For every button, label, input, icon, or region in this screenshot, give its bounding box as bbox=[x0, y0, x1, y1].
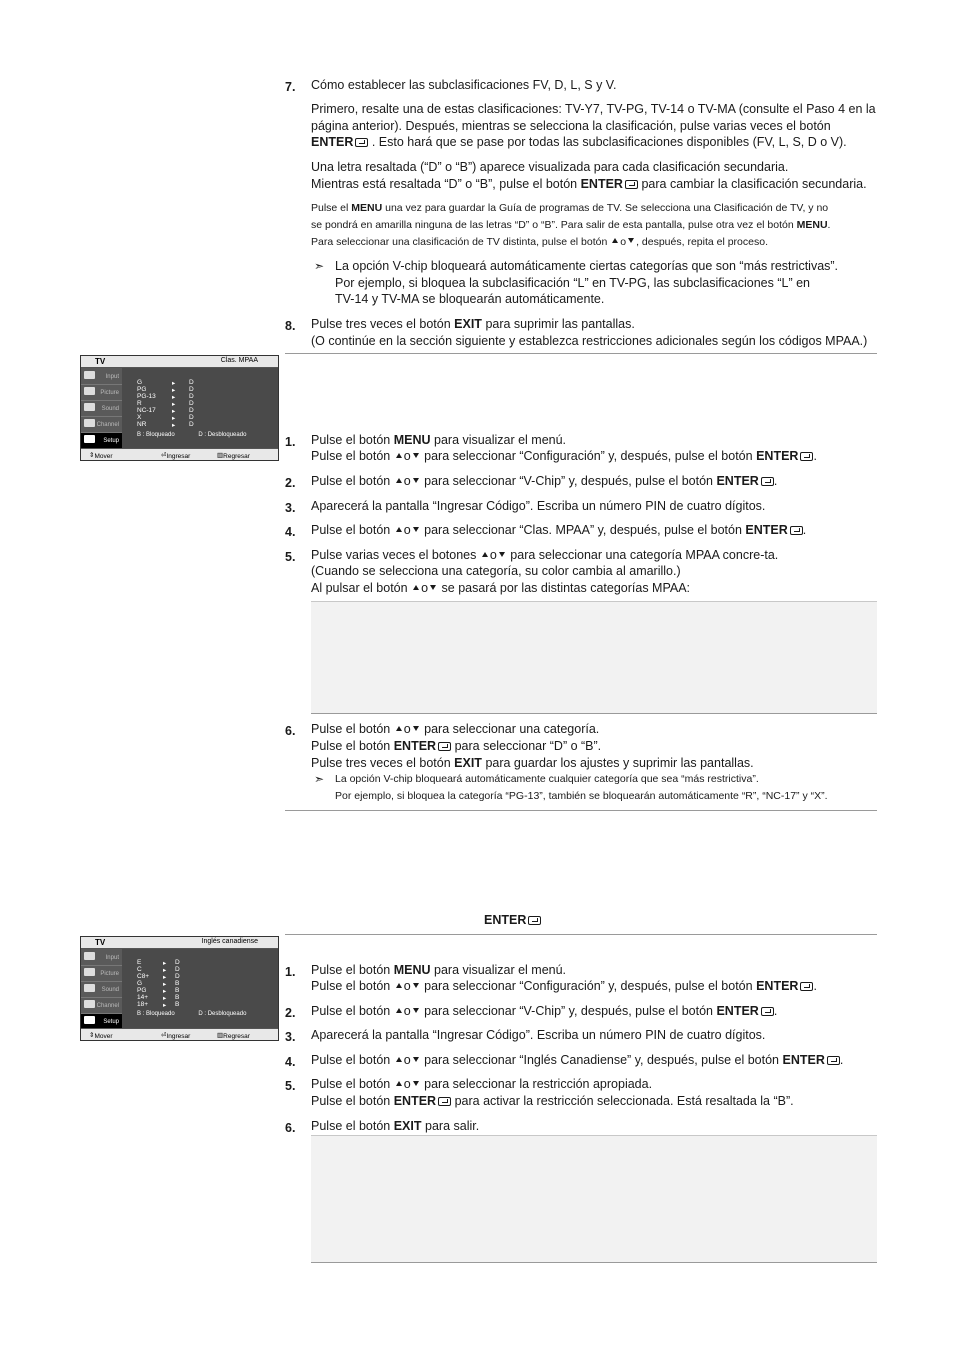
rating-state: D bbox=[189, 407, 194, 414]
step-number: 8. bbox=[285, 319, 296, 333]
paragraph-text: Pulse el botón bbox=[311, 1053, 391, 1067]
paragraph-text: Pulse el botón bbox=[311, 722, 391, 736]
paragraph-text: . Esto hará que se pase por todas las subclasificaciones disponibles (FV, L, S, D o V). bbox=[371, 135, 847, 149]
rating-code: G bbox=[137, 379, 143, 386]
chevron-right-icon: ▸ bbox=[163, 995, 167, 1002]
rating-state: D bbox=[175, 973, 180, 980]
enter-label: ENTER bbox=[580, 177, 623, 191]
down-arrow-icon bbox=[413, 1008, 419, 1013]
step-number: 6. bbox=[285, 1121, 296, 1135]
chevron-right-icon: ▸ bbox=[172, 401, 176, 408]
paragraph-text: se pasará por las distintas categorías MPAA: bbox=[441, 581, 691, 595]
paragraph-text: para cambiar la clasificación secundaria. bbox=[641, 177, 867, 191]
tv-side-label: Sound bbox=[101, 987, 119, 993]
rating-code: PG bbox=[137, 987, 147, 994]
step-text: Pulse el botón o para seleccionar “Configuración” y, después, pulse el botón ENTER . bbox=[311, 979, 817, 993]
paragraph-text: Pulse el botón bbox=[311, 433, 391, 447]
tv-legend bbox=[137, 432, 246, 438]
tv-header bbox=[81, 356, 278, 368]
paragraph-line bbox=[311, 134, 877, 151]
enter-label: ENTER bbox=[756, 449, 799, 463]
input-icon bbox=[84, 371, 95, 379]
chevron-right-icon: ▸ bbox=[172, 408, 176, 415]
down-arrow-icon bbox=[413, 983, 419, 988]
step-text bbox=[311, 721, 877, 738]
exit-label: EXIT bbox=[454, 317, 482, 331]
legend-blocked: B : Bloqueado bbox=[137, 1011, 175, 1017]
paragraph-text: para seleccionar una categoría. bbox=[424, 722, 600, 736]
mpaa-category-box bbox=[311, 601, 877, 714]
tv-side-channel bbox=[81, 998, 122, 1014]
paragraph-text: para salir. bbox=[425, 1119, 480, 1133]
rating-state: B bbox=[175, 987, 180, 994]
picture-icon bbox=[84, 387, 95, 395]
picture-icon bbox=[84, 968, 95, 976]
enter-label: ENTER bbox=[716, 474, 759, 488]
rating-code: 18+ bbox=[137, 1001, 149, 1008]
up-arrow-icon bbox=[396, 1008, 402, 1013]
step-text: Aparecerá la pantalla “Ingresar Código”. Escriba un número PIN de cuatro dígitos. bbox=[311, 1028, 766, 1042]
step-number: 2. bbox=[285, 1006, 296, 1020]
tv-side-picture bbox=[81, 966, 122, 982]
tv-foot-return: ▥ Regresar bbox=[217, 452, 250, 460]
down-arrow-icon bbox=[413, 527, 419, 532]
paragraph-text: Pulse el botón bbox=[311, 979, 391, 993]
paragraph-text: , después, repita el proceso. bbox=[636, 236, 768, 248]
tv-menu-title: Inglés canadiense bbox=[201, 938, 258, 945]
paragraph-text: o bbox=[403, 1004, 411, 1018]
paragraph-text: o bbox=[403, 722, 411, 736]
rating-code: PG bbox=[137, 386, 147, 393]
step-text bbox=[311, 962, 877, 979]
enter-icon bbox=[625, 180, 638, 189]
channel-icon bbox=[84, 419, 95, 427]
enter-icon bbox=[800, 982, 813, 991]
chevron-right-icon: ▸ bbox=[172, 422, 176, 429]
tv-foot-move: ⇕ Mover bbox=[89, 452, 113, 460]
paragraph-text: para seleccionar “Configuración” y, después, pulse el botón bbox=[424, 449, 753, 463]
tv-foot-move: ⇕ Mover bbox=[89, 1032, 113, 1040]
foot-label: Ingresar bbox=[166, 1033, 191, 1040]
up-arrow-icon bbox=[396, 453, 402, 458]
chevron-right-icon: ▸ bbox=[172, 415, 176, 422]
paragraph-text: para activar la restricción seleccionada. Está resaltada la “B”. bbox=[454, 1094, 794, 1108]
step-number: 2. bbox=[285, 476, 296, 490]
channel-icon bbox=[84, 1000, 95, 1008]
enter-icon bbox=[355, 138, 368, 147]
rating-state: B bbox=[175, 994, 180, 1001]
menu-label: MENU bbox=[393, 963, 431, 977]
paragraph-line bbox=[311, 176, 877, 193]
tv-rating-row bbox=[137, 987, 227, 994]
step-text bbox=[311, 547, 877, 564]
down-arrow-icon bbox=[413, 453, 419, 458]
tv-rating-row bbox=[137, 994, 227, 1001]
menu-label: MENU bbox=[393, 433, 431, 447]
step-number: 4. bbox=[285, 1055, 296, 1069]
rating-code: E bbox=[137, 959, 142, 966]
note-line: La opción V-chip bloqueará automáticamente cualquier categoría que sea “más restrictiva”. bbox=[335, 773, 759, 785]
tv-side-input bbox=[81, 950, 122, 966]
rating-code: C bbox=[137, 966, 142, 973]
tv-footer bbox=[81, 1028, 278, 1040]
up-arrow-icon bbox=[396, 983, 402, 988]
tv-foot-return: ▥ Regresar bbox=[217, 1032, 250, 1040]
paragraph-text: para visualizar el menú. bbox=[434, 963, 567, 977]
tv-rating-row bbox=[137, 386, 227, 393]
tv-rating-row bbox=[137, 400, 227, 407]
paragraph-text: para seleccionar “Configuración” y, después, pulse el botón bbox=[424, 979, 753, 993]
paragraph-text: para seleccionar “D” o “B”. bbox=[454, 739, 602, 753]
enter-label: ENTER bbox=[311, 135, 354, 149]
enter-icon bbox=[528, 916, 541, 925]
step-text: Pulse el botón o para seleccionar “V-Chip” y, después, pulse el botón ENTER . bbox=[311, 474, 778, 488]
step-text bbox=[311, 1093, 877, 1110]
tv-footer bbox=[81, 448, 278, 460]
up-arrow-icon bbox=[396, 527, 402, 532]
tv-side-label: Sound bbox=[101, 406, 119, 412]
down-arrow-icon bbox=[430, 585, 436, 590]
enter-label: ENTER bbox=[745, 523, 788, 537]
step-text: Aparecerá la pantalla “Ingresar Código”. Escriba un número PIN de cuatro dígitos. bbox=[311, 499, 766, 513]
paragraph-text: Pulse el botón bbox=[311, 449, 391, 463]
paragraph-text: una vez para guardar la Guía de programas de TV. Se selecciona una Clasificación de TV, y no bbox=[385, 202, 829, 214]
rating-state: D bbox=[189, 386, 194, 393]
chevron-right-icon: ▸ bbox=[172, 387, 176, 394]
tv-foot-enter: ⏎ Ingresar bbox=[161, 1032, 191, 1040]
tv-side-input bbox=[81, 369, 122, 385]
step-number: 5. bbox=[285, 550, 296, 564]
paragraph-text: o bbox=[403, 449, 411, 463]
down-arrow-icon bbox=[413, 1081, 419, 1086]
paragraph-text: . bbox=[827, 219, 831, 231]
step-number: 3. bbox=[285, 1030, 296, 1044]
paragraph-text: o bbox=[421, 581, 429, 595]
paragraph-text: para seleccionar “V-Chip” y, después, pulse el botón bbox=[424, 1004, 713, 1018]
step-number: 6. bbox=[285, 724, 296, 738]
paragraph-text: o bbox=[403, 523, 411, 537]
setup-icon bbox=[84, 435, 95, 443]
paragraph-text: o bbox=[403, 979, 411, 993]
sound-icon bbox=[84, 984, 95, 992]
exit-label: EXIT bbox=[454, 756, 482, 770]
enter-label: ENTER bbox=[782, 1053, 825, 1067]
step-text: (O continúe en la sección siguiente y establezca restricciones adicionales según los códigos MPAA.) bbox=[311, 334, 868, 348]
rating-state: B bbox=[175, 1001, 180, 1008]
up-arrow-icon bbox=[612, 238, 618, 243]
chevron-right-icon: ▸ bbox=[163, 960, 167, 967]
paragraph-text: Pulse el botón bbox=[311, 1119, 391, 1133]
step-number: 5. bbox=[285, 1079, 296, 1093]
enter-icon bbox=[438, 742, 451, 751]
tv-rating-row bbox=[137, 414, 227, 421]
tv-rating-row bbox=[137, 959, 227, 966]
paragraph-text: para seleccionar “V-Chip” y, después, pulse el botón bbox=[424, 474, 713, 488]
paragraph-line bbox=[311, 234, 877, 251]
enter-icon bbox=[800, 452, 813, 461]
input-icon bbox=[84, 952, 95, 960]
step-text: Pulse el botón o para seleccionar “Clas. MPAA” y, después, pulse el botón ENTER . bbox=[311, 523, 807, 537]
legend-unblocked: D : Desbloqueado bbox=[198, 1011, 247, 1017]
foot-label: Mover bbox=[94, 453, 113, 460]
note-line: Por ejemplo, si bloquea la categoría “PG-13”, también se bloquearán automáticamente “R”, “NC-17” y “X”. bbox=[335, 790, 828, 802]
step-number: 3. bbox=[285, 501, 296, 515]
paragraph-text: o bbox=[620, 236, 627, 248]
chevron-right-icon: ▸ bbox=[172, 380, 176, 387]
setup-icon bbox=[84, 1016, 95, 1024]
tv-foot-enter: ⏎ Ingresar bbox=[161, 452, 191, 460]
up-arrow-icon bbox=[396, 726, 402, 731]
chevron-right-icon: ▸ bbox=[163, 967, 167, 974]
tv-rating-row bbox=[137, 379, 227, 386]
paragraph-text: para visualizar el menú. bbox=[434, 433, 567, 447]
step-text bbox=[311, 316, 877, 333]
paragraph-text: Mientras está resaltada “D” o “B”, pulse el botón bbox=[311, 177, 578, 191]
rating-state: D bbox=[175, 966, 180, 973]
tv-legend bbox=[137, 1011, 246, 1017]
tv-screen-canadian bbox=[80, 936, 279, 1041]
tv-sidebar bbox=[81, 368, 122, 448]
tv-side-sound bbox=[81, 982, 122, 998]
up-arrow-icon bbox=[396, 1081, 402, 1086]
paragraph-text: para guardar los ajustes y suprimir las pantallas. bbox=[485, 756, 754, 770]
step-text bbox=[311, 1118, 877, 1135]
paragraph-text: o bbox=[403, 1053, 411, 1067]
step-text: Pulse el botón o para seleccionar “Configuración” y, después, pulse el botón ENTER . bbox=[311, 449, 817, 463]
chevron-right-icon: ▸ bbox=[163, 1002, 167, 1009]
enter-label: ENTER bbox=[756, 979, 799, 993]
chevron-right-icon: ▸ bbox=[163, 988, 167, 995]
rating-state: D bbox=[175, 959, 180, 966]
enter-label: ENTER bbox=[716, 1004, 759, 1018]
tv-side-sound bbox=[81, 401, 122, 417]
tv-side-label: Setup bbox=[103, 1019, 119, 1025]
rating-code: NC-17 bbox=[137, 407, 156, 414]
rating-state: B bbox=[175, 980, 180, 987]
step-text: Pulse el botón o para seleccionar “Inglés Canadiense” y, después, pulse el botón ENTER . bbox=[311, 1053, 844, 1067]
chevron-right-icon: ▸ bbox=[163, 974, 167, 981]
tv-rating-row bbox=[137, 980, 227, 987]
rating-code: C8+ bbox=[137, 973, 150, 980]
paragraph-text: Pulse tres veces el botón bbox=[311, 317, 451, 331]
chevron-right-icon: ▸ bbox=[172, 394, 176, 401]
enter-label: ENTER bbox=[393, 739, 437, 753]
paragraph-text: para seleccionar una categoría MPAA concre-ta. bbox=[510, 548, 779, 562]
tv-rating-row bbox=[137, 973, 227, 980]
menu-label: MENU bbox=[796, 219, 828, 231]
paragraph-text: se pondrá en amarilla ninguna de las letras “D” o “B”. Para salir de esta pantalla, pulse otra vez el botón bbox=[311, 219, 794, 231]
step-text bbox=[311, 432, 877, 449]
divider bbox=[285, 934, 877, 935]
paragraph-text: Pulse el botón bbox=[311, 1077, 391, 1091]
paragraph-line bbox=[311, 217, 877, 234]
enter-icon bbox=[790, 526, 803, 535]
step-text: (Cuando se selecciona una categoría, su color cambia al amarillo.) bbox=[311, 564, 681, 578]
paragraph-line bbox=[311, 200, 877, 217]
down-arrow-icon bbox=[413, 726, 419, 731]
tv-side-label: Input bbox=[105, 374, 119, 380]
enter-icon bbox=[761, 1007, 774, 1016]
up-arrow-icon bbox=[396, 478, 402, 483]
enter-icon bbox=[827, 1056, 840, 1065]
tv-screen-mpaa bbox=[80, 355, 279, 461]
step-number: 7. bbox=[285, 80, 296, 94]
down-arrow-icon bbox=[413, 478, 419, 483]
paragraph-text: Pulse el bbox=[311, 202, 349, 214]
paragraph-text: Para seleccionar una clasificación de TV distinta, pulse el botón bbox=[311, 236, 608, 248]
rating-state: D bbox=[189, 379, 194, 386]
paragraph-text: Pulse varias veces el botones bbox=[311, 548, 477, 562]
note-line: La opción V-chip bloqueará automáticamente ciertas categorías que son “más restrictivas”. bbox=[335, 259, 839, 273]
step-text: Pulse el botón o para seleccionar “V-Chip” y, después, pulse el botón ENTER . bbox=[311, 1004, 778, 1018]
foot-label: Regresar bbox=[223, 453, 250, 460]
step-text bbox=[311, 580, 877, 597]
down-arrow-icon bbox=[628, 238, 634, 243]
rating-code: G bbox=[137, 980, 143, 987]
enter-heading bbox=[484, 913, 541, 927]
tv-title: TV bbox=[95, 357, 106, 366]
legend-unblocked: D : Desbloqueado bbox=[198, 432, 247, 438]
rating-state: D bbox=[189, 393, 194, 400]
paragraph-text: Al pulsar el botón bbox=[311, 581, 408, 595]
tv-side-label: Channel bbox=[96, 422, 119, 428]
divider bbox=[285, 353, 877, 354]
rating-state: D bbox=[189, 421, 194, 428]
paragraph-text: o bbox=[489, 548, 497, 562]
paragraph-text: Pulse el botón bbox=[311, 474, 391, 488]
divider bbox=[285, 810, 877, 811]
rating-state: D bbox=[189, 414, 194, 421]
note-line: TV-14 y TV-MA se bloquearán automáticamente. bbox=[335, 292, 605, 306]
note-arrow-icon: ➣ bbox=[314, 772, 325, 786]
paragraph-text: Pulse tres veces el botón bbox=[311, 756, 451, 770]
rating-code: 14+ bbox=[137, 994, 149, 1001]
tv-side-label: Picture bbox=[100, 971, 119, 977]
exit-label: EXIT bbox=[393, 1119, 422, 1133]
paragraph-text: para suprimir las pantallas. bbox=[485, 317, 635, 331]
rating-code: PG-13 bbox=[137, 393, 156, 400]
paragraph-text: Pulse el botón bbox=[311, 1004, 391, 1018]
paragraph-text: Pulse el botón bbox=[311, 963, 391, 977]
step-text bbox=[311, 1076, 877, 1093]
foot-label: Mover bbox=[94, 1033, 113, 1040]
tv-side-channel bbox=[81, 417, 122, 433]
step-number: 4. bbox=[285, 525, 296, 539]
tv-sidebar bbox=[81, 949, 122, 1028]
paragraph-text: para seleccionar la restricción apropiada. bbox=[424, 1077, 653, 1091]
enter-label: ENTER bbox=[484, 913, 527, 927]
enter-icon bbox=[761, 477, 774, 486]
tv-side-setup bbox=[81, 433, 122, 449]
rating-code: R bbox=[137, 400, 142, 407]
paragraph-line: Primero, resalte una de estas clasificaciones: TV-Y7, TV-PG, TV-14 o TV-MA (consulte el Paso 4 en la bbox=[311, 102, 876, 116]
up-arrow-icon bbox=[482, 552, 488, 557]
up-arrow-icon bbox=[413, 585, 419, 590]
menu-label: MENU bbox=[351, 202, 383, 214]
tv-body bbox=[81, 368, 278, 448]
chevron-right-icon: ▸ bbox=[163, 981, 167, 988]
step-number: 1. bbox=[285, 435, 296, 449]
paragraph-text: Pulse el botón bbox=[311, 523, 391, 537]
paragraph-text: Pulse el botón bbox=[311, 1094, 391, 1108]
step-text bbox=[311, 755, 877, 772]
tv-menu-title: Clas. MPAA bbox=[220, 357, 258, 364]
foot-label: Ingresar bbox=[166, 453, 191, 460]
paragraph-text: para seleccionar “Inglés Canadiense” y, después, pulse el botón bbox=[424, 1053, 780, 1067]
tv-side-label: Input bbox=[105, 955, 119, 961]
paragraph-text: Pulse el botón bbox=[311, 739, 391, 753]
tv-side-label: Picture bbox=[100, 390, 119, 396]
tv-rating-row bbox=[137, 407, 227, 414]
note-arrow-icon: ➣ bbox=[314, 259, 325, 273]
tv-rating-row bbox=[137, 393, 227, 400]
down-arrow-icon bbox=[499, 552, 505, 557]
tv-side-picture bbox=[81, 385, 122, 401]
tv-side-label: Setup bbox=[103, 438, 119, 444]
tv-title: TV bbox=[95, 938, 106, 947]
paragraph-line: Una letra resaltada (“D” o “B”) aparece visualizada para cada clasificación secundaria. bbox=[311, 160, 789, 174]
rating-code: X bbox=[137, 414, 142, 421]
tv-rating-row bbox=[137, 1001, 227, 1008]
tv-header bbox=[81, 937, 278, 949]
legend-blocked: B : Bloqueado bbox=[137, 432, 175, 438]
paragraph-text: para seleccionar “Clas. MPAA” y, después, pulse el botón bbox=[424, 523, 742, 537]
tv-rating-row bbox=[137, 421, 227, 428]
step-text: Cómo establecer las subclasificaciones FV, D, L, S y V. bbox=[311, 78, 617, 92]
paragraph-text: o bbox=[403, 1077, 411, 1091]
enter-label: ENTER bbox=[393, 1094, 437, 1108]
canadian-info-box bbox=[311, 1135, 877, 1263]
note-line: Por ejemplo, si bloquea la subclasificación “L” en TV-PG, las subclasificaciones “L” en bbox=[335, 276, 810, 290]
tv-rating-row bbox=[137, 966, 227, 973]
step-text bbox=[311, 738, 877, 755]
enter-icon bbox=[438, 1097, 451, 1106]
rating-state: D bbox=[189, 400, 194, 407]
tv-side-label: Channel bbox=[96, 1003, 119, 1009]
paragraph-line: página anterior). Después, mientras se selecciona la clasificación, pulse varias veces el botón bbox=[311, 119, 831, 133]
foot-label: Regresar bbox=[223, 1033, 250, 1040]
up-arrow-icon bbox=[396, 1057, 402, 1062]
step-number: 1. bbox=[285, 965, 296, 979]
tv-body bbox=[81, 949, 278, 1028]
sound-icon bbox=[84, 403, 95, 411]
paragraph-text: o bbox=[403, 474, 411, 488]
down-arrow-icon bbox=[413, 1057, 419, 1062]
rating-code: NR bbox=[137, 421, 147, 428]
